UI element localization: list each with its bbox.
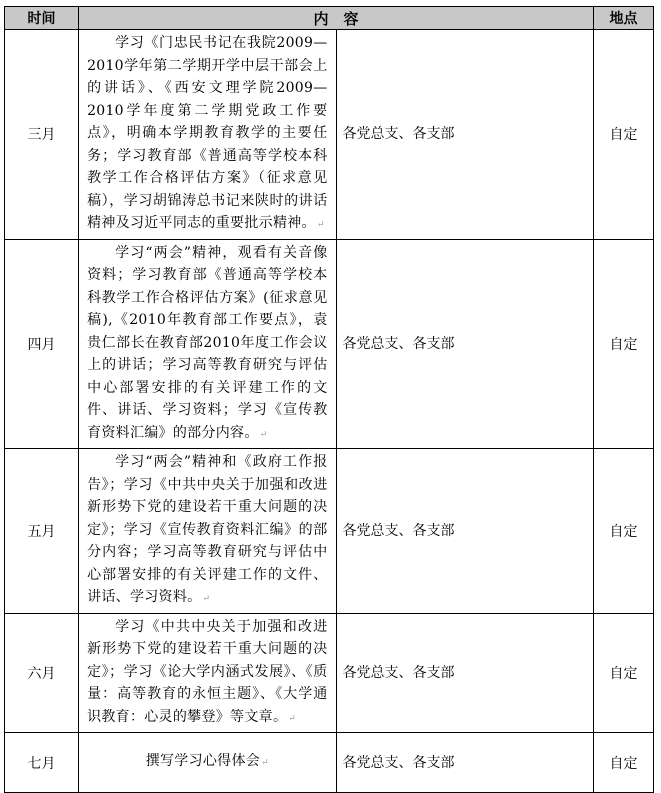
unit-cell	[336, 613, 593, 733]
place-text: 自定	[609, 665, 638, 682]
month-label: 七月	[27, 755, 56, 772]
header-content: 内 容	[79, 7, 594, 30]
month-label: 三月	[27, 127, 56, 144]
paragraph-mark-icon: ↵	[316, 220, 325, 230]
unit-cell	[336, 733, 593, 793]
content-text: 撰写学习心得体会	[145, 753, 261, 770]
unit-text: 各党总支、各支部	[342, 335, 455, 352]
paragraph-mark-icon: ↵	[261, 758, 269, 769]
content-text: 学习《门忠民书记在我院2009—2010学年第二学期开学中层干部会上的讲话》、《西安文理学院2009—2010学年度第二学期党政工作要点》，明确本学期教育教学的主要任务；学习教育部《普通高等学校本科教学工作合格评估方案》（征求意见稿），学习胡锦涛总书记来陕时的讲话精神及习近平同志的重要批示精神。	[87, 35, 328, 231]
place-cell	[594, 733, 654, 793]
month-cell	[5, 733, 79, 793]
content-cell	[79, 733, 336, 793]
unit-text: 各党总支、各支部	[342, 126, 455, 143]
content-text: 学习“两会”精神和《政府工作报告》；学习《中共中央关于加强和改进新形势下党的建设若干重大问题的决定》；学习《宣传教育资料汇编》的部分内容；学习高等教育研究与评估中心部署安排的有关评建工作的文件、讲话、学习资料。	[87, 454, 328, 605]
paragraph-mark-icon: ↵	[288, 713, 297, 724]
month-cell	[5, 30, 79, 240]
content-cell	[79, 449, 336, 614]
place-text: 自定	[609, 127, 638, 144]
content-cell	[79, 613, 336, 733]
table-row	[5, 239, 654, 449]
paragraph-mark-icon: ↵	[259, 429, 268, 440]
paragraph-mark-icon: ↵	[202, 594, 211, 604]
content-cell	[79, 239, 336, 449]
place-cell	[594, 613, 654, 733]
content-cell	[79, 30, 336, 240]
content-text: 学习“两会”精神，观看有关音像资料；学习教育部《普通高等学校本科教学工作合格评估方案》(征求意见稿),《2010年教育部工作要点》，袁贵仁部长在教育部2010年度工作会议上的讲话；学习高等教育研究与评估中心部署安排的有关评建工作的文件、讲话、学习资料；学习《宣传教育资料汇编》的部分内容。	[87, 244, 328, 441]
table-body	[5, 30, 654, 793]
month-cell	[5, 449, 79, 614]
place-text: 自定	[609, 336, 638, 353]
place-cell	[594, 449, 654, 614]
place-text: 自定	[609, 755, 638, 772]
table-row	[5, 613, 654, 733]
content-text: 学习《中共中央关于加强和改进新形势下党的建设若干重大问题的决定》；学习《论大学内涵式发展》、《质量：高等教育的永恒主题》、《大学通识教育：心灵的攀登》等文章。	[87, 618, 328, 725]
place-cell	[594, 30, 654, 240]
table-row	[5, 30, 654, 240]
header-place: 地点	[594, 7, 654, 30]
place-text: 自定	[609, 523, 638, 540]
unit-text: 各党总支、各支部	[342, 522, 455, 539]
header-month: 时间	[5, 7, 79, 30]
unit-cell	[336, 449, 593, 614]
month-cell	[5, 239, 79, 449]
unit-cell	[336, 239, 593, 449]
table-row	[5, 733, 654, 793]
unit-text: 各党总支、各支部	[342, 754, 455, 771]
month-cell	[5, 613, 79, 733]
month-label: 四月	[27, 336, 56, 353]
table-row	[5, 449, 654, 614]
unit-text: 各党总支、各支部	[342, 664, 455, 681]
month-label: 六月	[27, 665, 56, 682]
month-label: 五月	[27, 523, 56, 540]
unit-cell	[336, 30, 593, 240]
study-schedule-table	[4, 6, 654, 793]
place-cell	[594, 239, 654, 449]
header-row	[5, 7, 654, 30]
